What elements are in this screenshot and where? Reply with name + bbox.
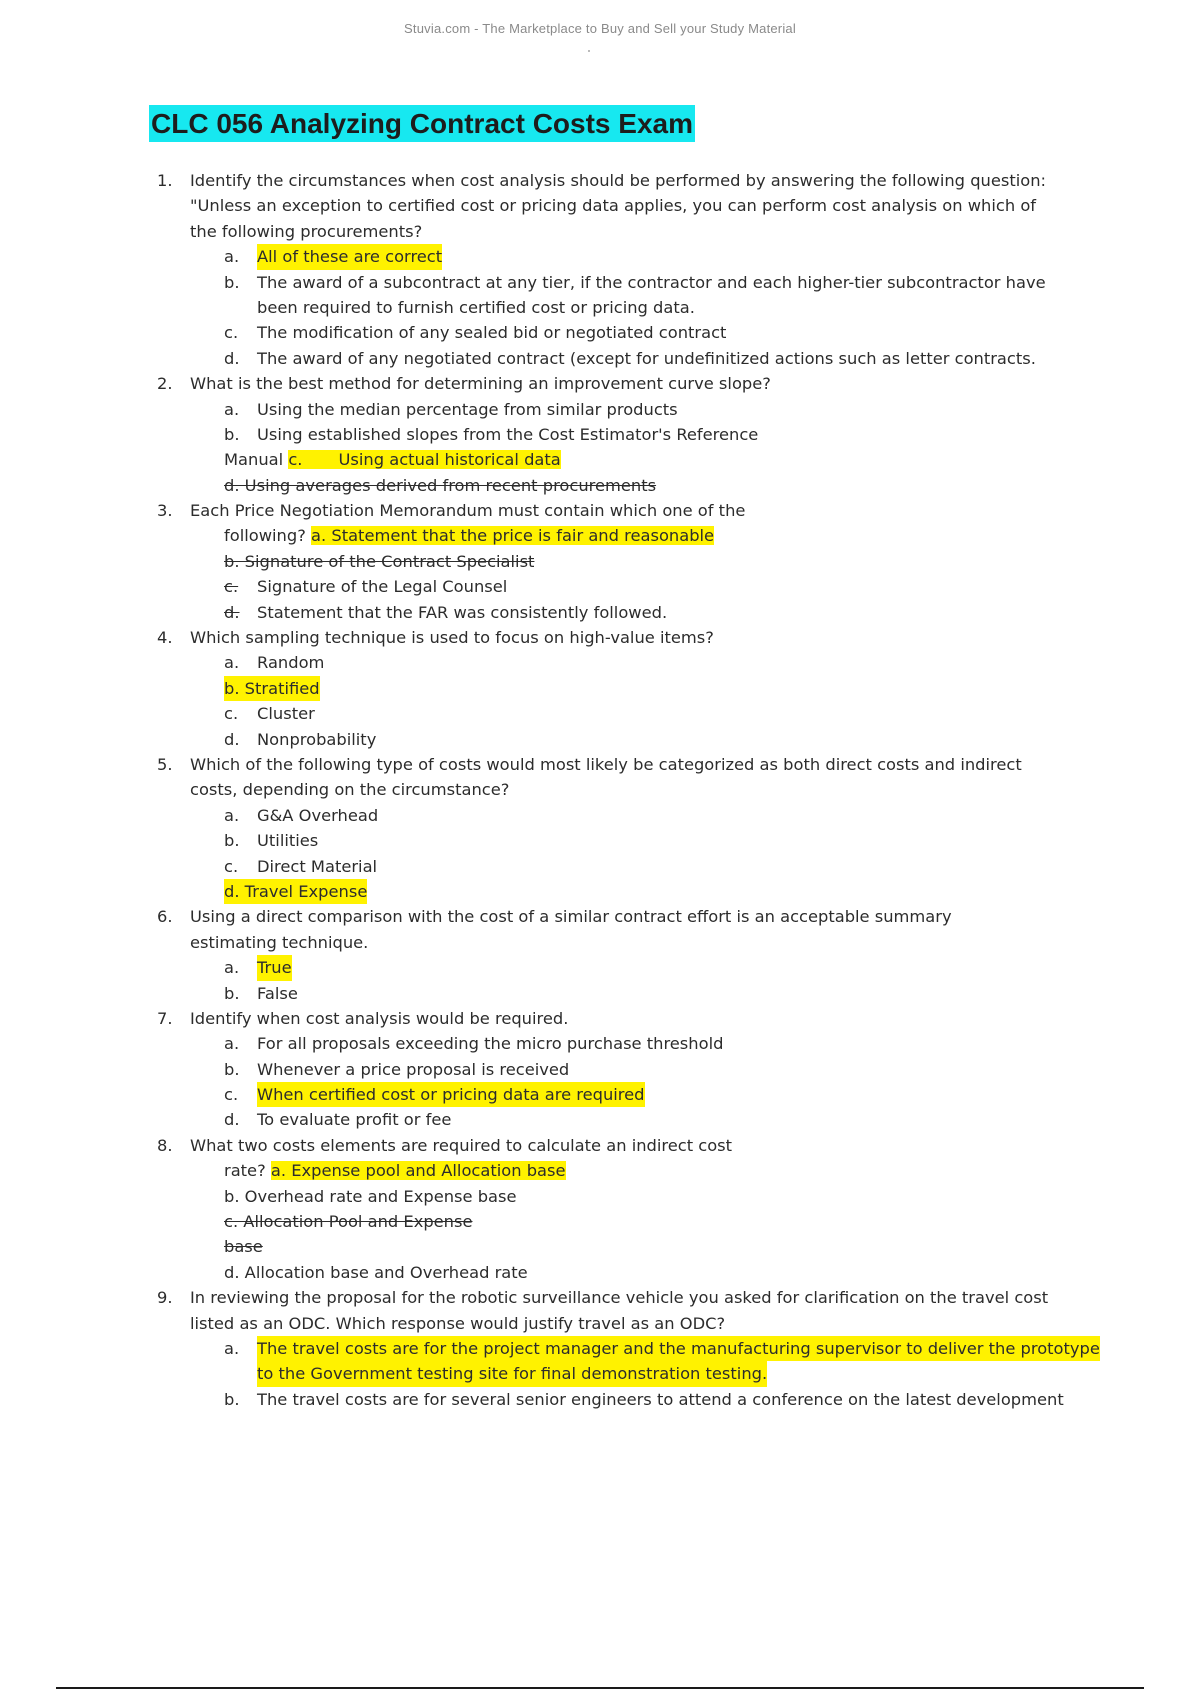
option-b xyxy=(0,549,1200,574)
option-text: Using the median percentage from similar products xyxy=(257,399,678,419)
option-text: Random xyxy=(257,653,325,673)
option-text: b. Overhead rate and Expense base xyxy=(224,1186,517,1206)
question-text: rate? xyxy=(224,1161,266,1181)
option-text: False xyxy=(257,983,298,1003)
option-text: The modification of any sealed bid or negotiated contract xyxy=(257,323,727,343)
option-d xyxy=(0,600,1200,625)
option-letter: b. xyxy=(224,831,240,851)
question-number: 4. xyxy=(157,628,173,648)
question-text: costs, depending on the circumstance? xyxy=(190,780,510,800)
option-c xyxy=(0,574,1200,599)
question-number: 1. xyxy=(157,171,173,190)
option-text: d. Allocation base and Overhead rate xyxy=(224,1262,528,1282)
option-letter: b. xyxy=(224,983,240,1003)
question-text: estimating technique. xyxy=(190,932,369,952)
question-text: the following procurements? xyxy=(190,221,423,241)
option-b xyxy=(0,1057,1200,1082)
option-a xyxy=(0,397,1200,422)
option-letter: c. xyxy=(224,1085,239,1105)
option-letter: a. xyxy=(224,1034,240,1054)
option-d xyxy=(0,346,1200,371)
option-text: been required to furnish certified cost or pricing data. xyxy=(257,297,695,317)
option-letter: c. xyxy=(224,856,239,876)
option-letter: c. xyxy=(288,450,303,470)
question-text: Each Price Negotiation Memorandum must contain which one of the xyxy=(190,501,746,521)
question-text: Using a direct comparison with the cost of a similar contract effort is an acceptable summary xyxy=(190,907,952,927)
option-letter: a. xyxy=(224,399,240,419)
option-a xyxy=(0,650,1200,675)
option-a xyxy=(0,244,1200,269)
watermark: Stuvia.com - The Marketplace to Buy and Sell your Study Material xyxy=(404,21,796,36)
option-text: Utilities xyxy=(257,831,319,851)
option-letter: b. xyxy=(224,1389,240,1409)
option-c xyxy=(0,320,1200,345)
option-text: Using established slopes from the Cost Estimator's Reference xyxy=(257,424,759,444)
question-number: 5. xyxy=(157,754,173,774)
question-1 xyxy=(0,168,1200,193)
option-b xyxy=(0,270,1200,295)
option-text: The award of a subcontract at any tier, if the contractor and each higher-tier subcontractor have xyxy=(257,272,1046,292)
option-letter: a. xyxy=(224,1338,240,1358)
correct-answer: to the Government testing site for final demonstration testing. xyxy=(257,1361,767,1386)
option-b xyxy=(0,1387,1200,1412)
option-letter: d. xyxy=(224,1110,240,1130)
question-number: 7. xyxy=(157,1008,173,1028)
option-letter: a. xyxy=(224,247,240,267)
correct-answer: c. Using actual historical data xyxy=(288,450,561,470)
option-c xyxy=(0,1082,1200,1107)
correct-answer: When certified cost or pricing data are required xyxy=(257,1082,645,1107)
option-letter: b. xyxy=(224,272,240,292)
question-number: 3. xyxy=(157,501,173,521)
option-text: Cluster xyxy=(257,704,315,724)
option-b xyxy=(0,1184,1200,1209)
option-b xyxy=(0,981,1200,1006)
option-text: For all proposals exceeding the micro purchase threshold xyxy=(257,1034,724,1054)
question-number: 6. xyxy=(157,907,173,927)
option-b xyxy=(0,676,1200,701)
correct-answer: b. Stratified xyxy=(224,676,320,701)
question-text: Identify when cost analysis would be required. xyxy=(190,1008,569,1028)
option-letter: b. xyxy=(224,1059,240,1079)
option-d xyxy=(0,1107,1200,1132)
question-number: 9. xyxy=(157,1288,173,1308)
option-text: The award of any negotiated contract (except for undefinitized actions such as letter contracts. xyxy=(257,348,1036,368)
option-d xyxy=(0,879,1200,904)
question-5 xyxy=(0,752,1200,777)
correct-answer: a. Expense pool and Allocation base xyxy=(270,1161,566,1181)
option-letter: c. xyxy=(224,704,239,724)
option-c xyxy=(0,1209,1200,1234)
question-8 xyxy=(0,1133,1200,1158)
option-text: Nonprobability xyxy=(257,729,377,749)
question-text: Which sampling technique is used to focus on high-value items? xyxy=(190,628,714,648)
option-letter: d. xyxy=(224,602,240,622)
option-text: Whenever a price proposal is received xyxy=(257,1059,570,1079)
option-letter: d. xyxy=(224,348,240,368)
page-title: CLC 056 Analyzing Contract Costs Exam xyxy=(149,105,695,142)
struck-option: b. Signature of the Contract Specialist xyxy=(224,551,535,571)
question-3 xyxy=(0,498,1200,523)
option-c xyxy=(0,701,1200,726)
option-d xyxy=(0,727,1200,752)
struck-option: c. Allocation Pool and Expense xyxy=(224,1212,473,1232)
correct-answer: The travel costs are for the project manager and the manufacturing supervisor to deliver the prototype xyxy=(257,1336,1100,1361)
option-letter: a. xyxy=(224,653,240,673)
question-list xyxy=(0,168,1200,1412)
question-text: listed as an ODC. Which response would justify travel as an ODC? xyxy=(190,1313,726,1333)
watermark-dot xyxy=(588,50,590,52)
question-4 xyxy=(0,625,1200,650)
question-text: In reviewing the proposal for the robotic surveillance vehicle you asked for clarification on the travel cost xyxy=(190,1288,1049,1308)
option-letter: c. xyxy=(224,323,239,343)
option-d xyxy=(0,1260,1200,1285)
struck-option: base xyxy=(224,1237,263,1257)
correct-answer: d. Travel Expense xyxy=(224,879,367,904)
option-a xyxy=(0,1336,1200,1361)
option-text: Signature of the Legal Counsel xyxy=(257,577,508,597)
question-text: Identify the circumstances when cost analysis should be performed by answering the following question: xyxy=(190,171,1047,190)
option-text: G&A Overhead xyxy=(257,805,379,825)
option-b xyxy=(0,828,1200,853)
option-a xyxy=(0,955,1200,980)
bottom-rule xyxy=(56,1687,1144,1689)
option-c xyxy=(0,854,1200,879)
option-letter: d. xyxy=(224,729,240,749)
correct-answer: a. Statement that the price is fair and reasonable xyxy=(311,526,715,546)
option-letter: a. xyxy=(224,958,240,978)
question-text: following? xyxy=(224,526,306,546)
question-7 xyxy=(0,1006,1200,1031)
option-letter: b. xyxy=(224,424,240,444)
option-letter: a. xyxy=(224,805,240,825)
option-letter: c. xyxy=(224,577,239,597)
option-a xyxy=(0,1031,1200,1056)
question-2 xyxy=(0,371,1200,396)
question-text: What is the best method for determining an improvement curve slope? xyxy=(190,374,771,394)
struck-option: d. Using averages derived from recent procurements xyxy=(224,475,657,495)
question-text: What two costs elements are required to calculate an indirect cost xyxy=(190,1135,733,1155)
option-a xyxy=(0,803,1200,828)
correct-answer: All of these are correct xyxy=(257,244,442,269)
question-6 xyxy=(0,904,1200,929)
option-text: The travel costs are for several senior engineers to attend a conference on the latest development xyxy=(257,1389,1064,1409)
option-text: Direct Material xyxy=(257,856,378,876)
option-d xyxy=(0,473,1200,498)
question-text: "Unless an exception to certified cost or pricing data applies, you can perform cost analysis on which of xyxy=(190,196,1037,216)
option-text: Manual xyxy=(224,450,284,470)
question-9 xyxy=(0,1285,1200,1310)
correct-answer: True xyxy=(257,955,292,980)
option-b xyxy=(0,422,1200,447)
question-number: 2. xyxy=(157,374,173,394)
question-text: Which of the following type of costs would most likely be categorized as both direct costs and indirect xyxy=(190,754,1022,774)
option-text: Statement that the FAR was consistently followed. xyxy=(257,602,668,622)
question-number: 8. xyxy=(157,1135,173,1155)
option-text: To evaluate profit or fee xyxy=(257,1110,452,1130)
